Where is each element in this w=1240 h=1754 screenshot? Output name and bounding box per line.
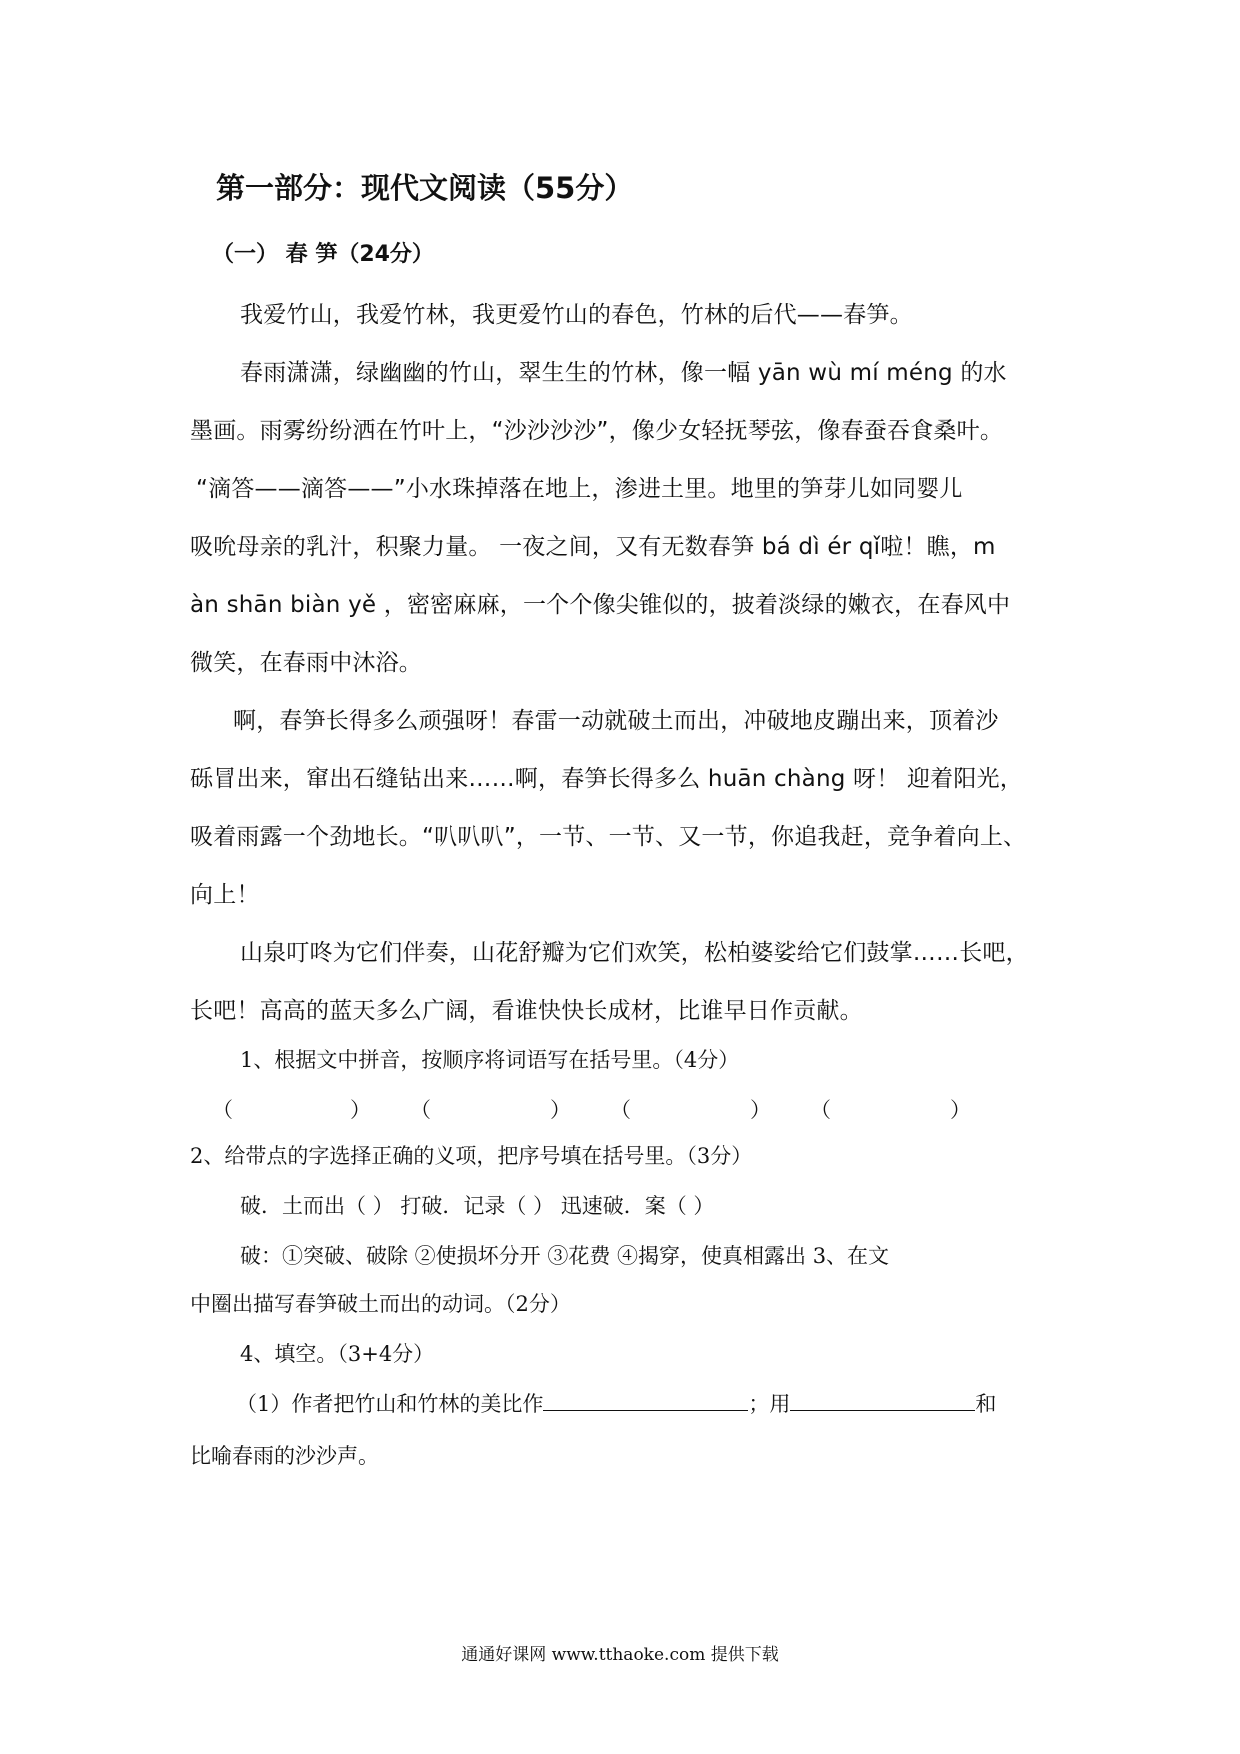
paragraph-line: 我爱竹山，我爱竹林，我更爱竹山的春色，竹林的后代——春笋。 [240, 302, 913, 328]
paren-close: ） [950, 1098, 971, 1122]
answer-blank[interactable] [543, 1388, 748, 1411]
paren-open: （ [410, 1098, 431, 1122]
paren-open: （ [810, 1098, 831, 1122]
paragraph-line: 墨画。雨雾纷纷洒在竹叶上，“沙沙沙沙”，像少女轻抚琴弦，像春蚕吞食桑叶。 [190, 418, 1004, 444]
paragraph-line: 啊，春笋长得多么顽强呀！春雷一动就破土而出，冲破地皮蹦出来，顶着沙 [233, 708, 999, 734]
passage-title: （一） 春 笋（24分） [212, 242, 434, 267]
paragraph-line: 山泉叮咚为它们伴奏，山花舒瓣为它们欢笑，松柏婆娑给它们鼓掌……长吧， [240, 940, 1029, 966]
question-4: 4、填空。（3+4分） [240, 1342, 435, 1366]
question-3: 中圈出描写春笋破土而出的动词。（2分） [190, 1292, 571, 1316]
paren-close: ） [350, 1098, 371, 1122]
question-4-1 [236, 1388, 996, 1418]
question-2-items: 破．土而出（ ） 打破．记录（ ） 迅速破．案（ ） [240, 1194, 715, 1218]
question-2: 2、给带点的字选择正确的义项，把序号填在括号里。（3分） [190, 1144, 753, 1168]
question-1-answer-brackets [212, 1094, 1012, 1124]
paren-open: （ [212, 1098, 233, 1122]
footer: 通通好课网 www.tthaoke.com 提供下载 [461, 1645, 779, 1665]
paragraph-line: 春雨潇潇，绿幽幽的竹山，翠生生的竹林，像一幅 yān wù mí méng 的水 [240, 360, 1007, 386]
question-2-options: 破：①突破、破除 ②使损坏分开 ③花费 ④揭穿，使真相露出 3、在文 [240, 1244, 890, 1268]
question-1: 1、根据文中拼音，按顺序将词语写在括号里。（4分） [240, 1048, 740, 1072]
paragraph-line: 长吧！高高的蓝天多么广阔，看谁快快长成材，比谁早日作贡献。 [190, 998, 863, 1024]
section-title: 第一部分：现代文阅读（55分） [216, 171, 634, 205]
question-4-1-text: ；用 [748, 1392, 791, 1416]
question-4-1-text: （1）作者把竹山和竹林的美比作 [236, 1392, 544, 1416]
paragraph-line: 吸吮母亲的乳汁，积聚力量。 一夜之间，又有无数春笋 bá dì ér qǐ啦！瞧，m [190, 534, 996, 560]
paragraph-line: 向上！ [190, 882, 260, 908]
paragraph-line: 砾冒出来，窜出石缝钻出来……啊，春笋长得多么 huān chàng 呀！ 迎着阳光， [190, 766, 1023, 792]
question-4-1-cont: 比喻春雨的沙沙声。 [190, 1444, 379, 1468]
paren-open: （ [610, 1098, 631, 1122]
answer-blank[interactable] [790, 1388, 975, 1411]
paragraph-line: 微笑，在春雨中沐浴。 [190, 650, 422, 676]
question-4-1-text: 和 [975, 1392, 997, 1416]
paragraph-line: 吸着雨露一个劲地长。“叭叭叭”，一节、一节、又一节，你追我赶，竞争着向上、 [190, 824, 1027, 850]
paren-close: ） [750, 1098, 771, 1122]
paragraph-line: àn shān biàn yě ，密密麻麻，一个个像尖锥似的，披着淡绿的嫩衣，在春风中 [190, 592, 1011, 618]
paragraph-line: “滴答——滴答——”小水珠掉落在地上，渗进土里。地里的笋芽儿如同婴儿 [196, 476, 963, 502]
paren-close: ） [550, 1098, 571, 1122]
